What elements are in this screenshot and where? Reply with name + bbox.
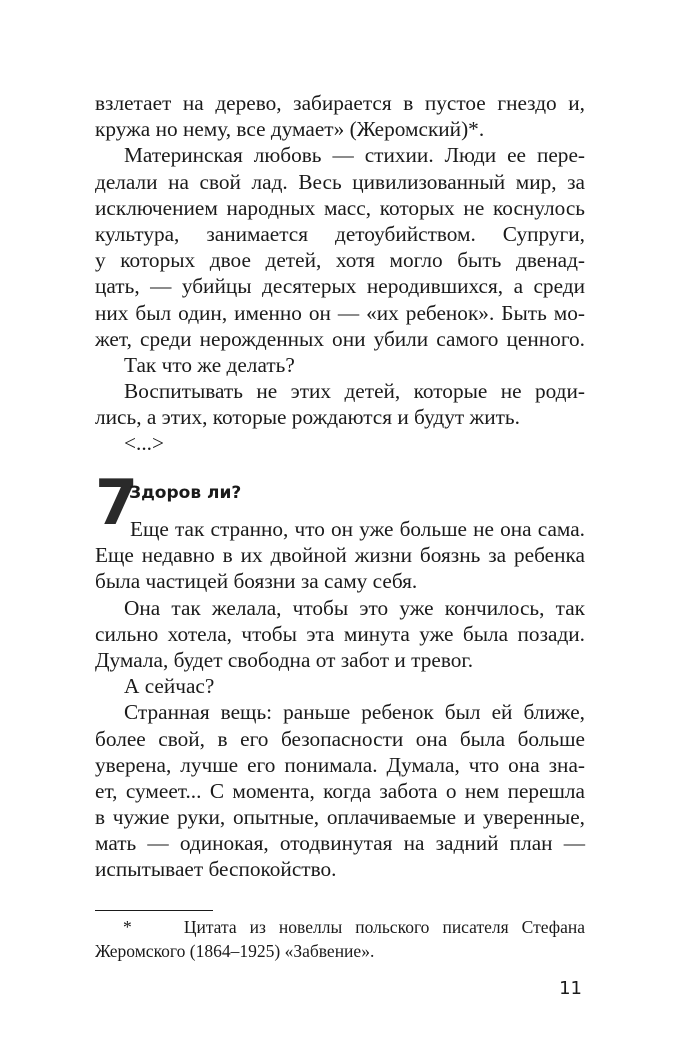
text-line: мать — одинокая, отодвинутая на задний план — xyxy=(95,831,585,856)
footnote xyxy=(95,915,585,963)
page-number: 11 xyxy=(559,978,582,999)
text-line: культура, занимается детоубийством. Супруги, xyxy=(95,221,585,246)
text-line: сильно хотела, чтобы эта минута уже была позади. xyxy=(95,621,585,646)
text-line: была частицей боязни за саму себя. xyxy=(95,569,418,594)
text-line: делали на свой лад. Весь цивилизованный мир, за xyxy=(95,169,585,194)
text-line: них был один, именно он — «их ребенок». Быть мо- xyxy=(95,300,585,325)
text-line: цать, — убийцы десятерых неродившихся, а среди xyxy=(95,274,585,299)
body-text-chapter xyxy=(95,516,585,883)
footnote-line xyxy=(95,915,585,939)
text-line: кружа но нему, все думает» (Жеромский)*. xyxy=(95,117,485,142)
text-line: испытывает беспокойство. xyxy=(95,857,337,882)
text-line: <...> xyxy=(124,431,164,456)
footnote-marker: * xyxy=(123,917,132,937)
text-line: лись, а этих, которые рождаются и будут жить. xyxy=(95,405,520,430)
text-line: Еще недавно в их двойной жизни боязнь за ребенка xyxy=(95,543,585,568)
footnote-text: Цитата из новеллы польского писателя Стефана xyxy=(183,917,585,937)
text-line: в чужие руки, опытные, оплачиваемые и уверенные, xyxy=(95,805,585,830)
body-text-top xyxy=(95,90,585,457)
text-line: А сейчас? xyxy=(124,674,215,699)
chapter-number: 7 xyxy=(95,466,139,539)
chapter-title: Здоров ли? xyxy=(129,483,242,503)
footnote-line: Жеромского (1864–1925) «Забвение». xyxy=(95,941,375,961)
text-line: Материнская любовь — стихии. Люди ее пере- xyxy=(124,143,585,168)
text-line: Странная вещь: раньше ребенок был ей ближе, xyxy=(124,700,585,725)
text-line: уверена, лучше его понимала. Думала, что она зна- xyxy=(95,752,585,777)
text-line: Думала, будет свободна от забот и тревог. xyxy=(95,647,474,672)
text-line: ет, сумеет... С момента, когда забота о нем перешла xyxy=(95,778,585,803)
text-line: Воспитывать не этих детей, которые не роди- xyxy=(124,379,585,404)
text-line: более свой, в его безопасности она была больше xyxy=(95,726,585,751)
text-line: у которых двое детей, хотя могло быть двенад- xyxy=(95,248,585,273)
text-line: исключением народных масс, которых не коснулось xyxy=(95,195,585,220)
text-line: Она так желала, чтобы это уже кончилось, так xyxy=(124,595,585,620)
footnote-divider xyxy=(95,910,213,911)
text-line: жет, среди нерожденных они убили самого ценного. xyxy=(95,326,585,351)
text-line: взлетает на дерево, забирается в пустое гнездо и, xyxy=(95,91,585,115)
text-line: Так что же делать? xyxy=(124,352,295,377)
text-line: Еще так странно, что он уже больше не она сама. xyxy=(130,517,585,541)
